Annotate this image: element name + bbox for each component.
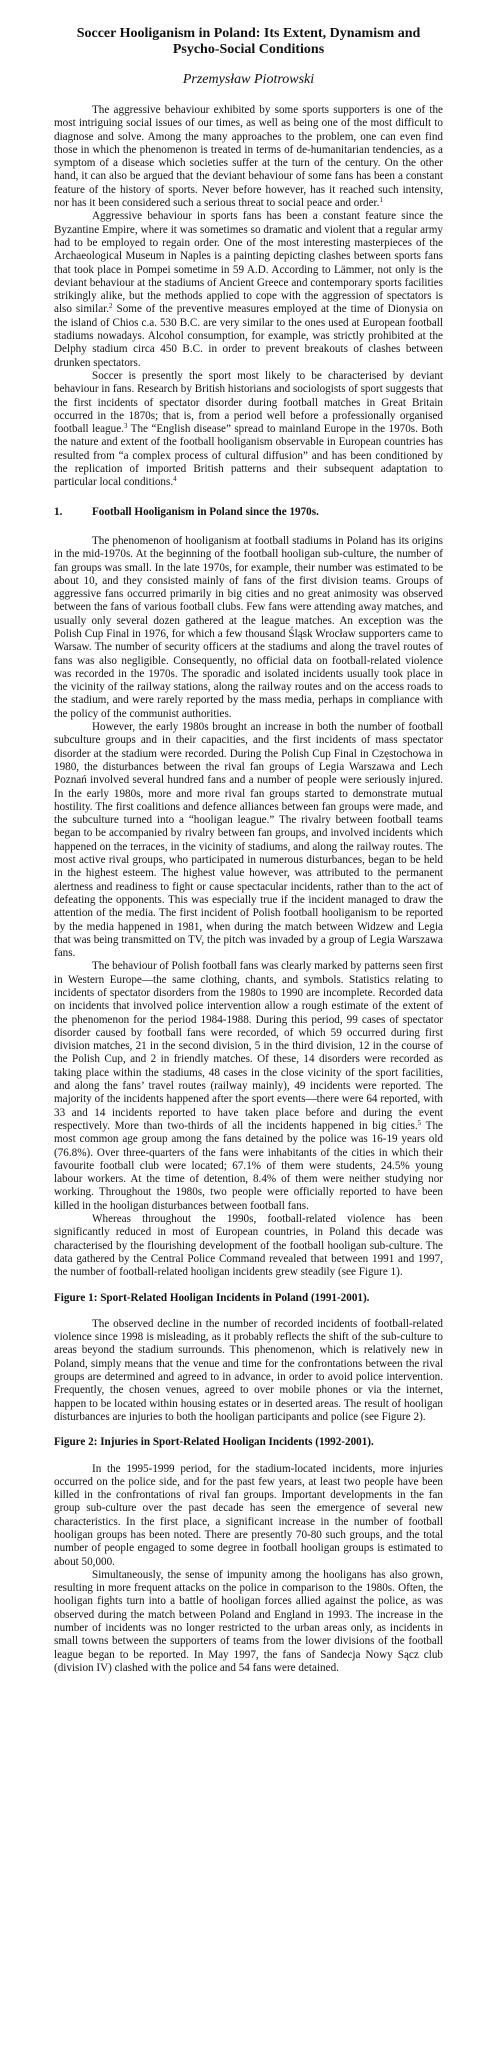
- intro-paragraph-2: Aggressive behaviour in sports fans has been a constant feature since the Byzantine Empire, where it was sometimes so dramatic and violent that a regular army had to be employed to regain order. One of the most interesting masterpieces of the Archaeological Museum in Naples is a painting depicting clashes between sports fans that took place in Pompei sometime in 59 A.D. According to Lämmer, not only is the deviant behaviour at the stadiums of Ancient Greece and contemporary sports facilities strikingly alike, but the methods applied to cope with the aggression of spectators is also similar.$^2$ Some of the preventive measures employed at the time of Dionysia on the island of Chios c.a. 530 B.C. are very similar to the ones used at European football stadiums nowadays. Alcohol consumption, for example, was strictly prohibited at the Delphy stadium circa 450 B.C. in order to prevent breakouts of clashes between drunken spectators.: [54, 210, 444, 369]
- intro-paragraph-1: The aggressive behaviour exhibited by some sports supporters is one of the most intriguing social issues of our times, as well as being one of the most difficult to diagnose and solve. Among the many approaches to the problem, one can even find those in which the phenomenon is treated in terms of de-humanitarian tendencies, as a symptom of a disease which societies suffer at the turn of the century. On the other hand, it can also be argued that the deviant behaviour of some fans has been a constant feature of the history of sports. Never before however, has it reached such intensity, nor has it been considered such a serious threat to social peace and order.$^1$: [54, 104, 443, 210]
- footnote-marker-1[interactable]: 1: [379, 196, 383, 205]
- title-line-2: Psycho-Social Conditions: [172, 42, 325, 57]
- section-paragraph-1: The phenomenon of hooliganism at football stadiums in Poland has its origins in the mid-1970s. At the beginning of the football hooligan sub-culture, the number of fan groups was small. In the late 1970s, for example, their number was estimated to be about 10, and they consisted mainly of fans of the first division teams. Groups of aggressive fans occurred primarily in big cities and no great animosity was observed between the fans of various football clubs. Few fans were attending away matches, and usually only several dozen gathered at the league matches. An exception was the Polish Cup Final in 1976, for which a few thousand Śląsk Wrocław supporters came to Warsaw. The number of security officers at the stadiums and along the travel routes of fans was also negligible. Consequently, no official data on football-related violence was recorded in the 1970s. The sporadic and isolated incidents usually took place in the vicinity of the railway stations, along the railway routes and on the access roads to the stadium, and were rarely reported by the mass media, perhaps in compliance with the policy of the communist authorities.: [54, 534, 443, 720]
- footnote-marker-2[interactable]: 2: [109, 302, 113, 311]
- section-number: 1.: [54, 505, 63, 518]
- after-figure-2-paragraph-1: In the 1995-1999 period, for the stadium-located incidents, more injuries occurred on the police side, and for the past few years, at least two people have been killed in the confrontations of rival fan groups. Important developments in the fan group sub-culture over the past decade has seen the emergence of several new characteristics. In the first place, a significant increase in the number of football hooligan groups has been noted. There are presently 70-80 such groups, and the total number of people engaged to some degree in football hooligan groups is estimated to about 50,000.: [54, 1462, 443, 1568]
- section-paragraph-3: The behaviour of Polish football fans was clearly marked by patterns seen first in Western Europe—the same clothing, chants, and symbols. Statistics relating to incidents of spectator disorders from the 1980s to 1990 are incomplete. Recorded data on incidents that involved police intervention allow a rough estimate of the extent of the phenomenon for the period 1984-1988. During this period, 99 cases of spectator disorder caused by football fans were recorded, of which 59 occurred during first division matches, 21 in the second division, 5 in the third division, 12 in the course of the Polish Cup, and 2 in friendly matches. Of these, 14 disorders were recorded as taking place within the stadiums, 48 cases in the close vicinity of the sport facilities, and along the fans’ travel routes (railway mainly), 49 incidents were reported. The majority of the incidents happened after the sport events—there were 64 reported, with 33 and 14 incidents reported to have taken place before and during the event respectively. More than two-thirds of all the incidents happened in big cities.$^5$ The most common age group among the fans detained by the police was 16-19 years old (76.8%). Over three-quarters of the fans were inhabitants of the cities in which their favourite football club were located; 67.1% of them were students, 24.5% young labour workers. At the time of detention, 8.4% of them were neither studying nor working. Throughout the 1980s, two people were officially reported to have been killed in the hooligan disturbances between football fans.: [54, 960, 443, 1212]
- section-paragraph-4: Whereas throughout the 1990s, football-related violence has been significantly reduced in most of European countries, in Poland this decade was characterised by the flourishing development of the football hooligan sub-culture. The data gathered by the Central Police Command revealed that between 1991 and 1997, the number of football-related hooligan incidents grew steadily (see Figure 1).: [54, 1213, 443, 1279]
- paper-title: [54, 26, 443, 58]
- author-name: Przemysław Piotrowski: [182, 72, 315, 87]
- footnote-marker-4[interactable]: 4: [173, 475, 177, 484]
- after-figure-1-paragraph: The observed decline in the number of recorded incidents of football-related violence since 1998 is misleading, as it probably reflects the shift of the sub-culture to areas beyond the stadium surrounds. This phenomenon, which is relatively new in Poland, simply means that the venue and time for the confrontations between the rival groups are determined and agreed to in advance, in order to avoid police intervention. Frequently, the chosen venues, agreed to over mobile phones or via the internet, happen to be located within housing estates or in deserted areas. The result of hooligan disturbances are injuries to both the hooligan participants and police (see Figure 2).: [54, 1317, 443, 1423]
- footnote-marker-5[interactable]: 5: [417, 1118, 422, 1127]
- figure-1-caption: Figure 1: Sport-Related Hooligan Incidents in Poland (1991-2001).: [54, 1291, 370, 1304]
- section-title: Football Hooliganism in Poland since the 1970s.: [92, 505, 319, 518]
- section-paragraph-2: However, the early 1980s brought an increase in both the number of football subculture groups and in their capacities, and the first incidents of mass spectator disorder at the stadium were recorded. During the Polish Cup Final in Częstochowa in 1980, the disturbances between the rival fan groups of Legia Warszawa and Lech Poznań involved several hundred fans and a number of people were seriously injured. In the early 1980s, more and more rival fan groups started to demonstrate mutual hostility. The first coalitions and defence alliances between fan groups were made, and the subculture turned into a “hooligan league.” The rivalry between football teams began to be accompanied by rivalry between fan groups, and involved incidents which happened on the terraces, in the vicinity of stadiums, and along the railway routes. The most active rival groups, who participated in numerous disturbances, began to be held in the highest esteem. The highest value however, was attributed to the permanent alertness and readiness to fight or cause spectacular incidents, rather than to the act of defeating the opponents. This was especially true if the incident managed to draw the attention of the media. The first incident of Polish football hooliganism to be reported by the media happened in 1981, when during the match between Widzew and Legia that was being transmitted on TV, the pitch was invaded by a group of Legia Warszawa fans.: [54, 721, 443, 960]
- intro-paragraph-3: Soccer is presently the sport most likely to be characterised by deviant behaviour in fans. Research by British historians and sociologists of sport suggests that the first incidents of spectator disorder during football matches in Great Britain occurred in the 1870s; that is, from a period well before a professionally organised football league.$^3$ The “English disease” spread to mainland Europe in the 1970s. Both the nature and extent of the football hooliganism observable in European countries has resulted from “a complex process of cultural diffusion” and has been conditioned by the replication of imported British patterns and their subsequent adaptation to particular local conditions.$^4$: [54, 369, 443, 489]
- section-heading: [54, 506, 443, 519]
- title-line-1: Soccer Hooliganism in Poland: Its Extent, Dynamism and: [76, 26, 421, 41]
- after-figure-2-paragraph-2: Simultaneously, the sense of impunity among the hooligans has also grown, resulting in more frequent attacks on the police in comparison to the 1980s. Often, the hooligan fights turn into a battle of hooligan forces allied against the police, as was observed during the match between Poland and England in 1993. The increase in the number of incidents was no longer restricted to the urban areas only, as incidents in small towns between the supporters of teams from the lower divisions of the football league began to be reported. In May 1997, the fans of Sandecja Nowy Sącz club (division IV) clashed with the police and 54 fans were detained.: [54, 1568, 443, 1674]
- figure-2-caption: Figure 2: Injuries in Sport-Related Hooligan Incidents (1992-2001).: [54, 1436, 374, 1449]
- footnote-marker-3[interactable]: 3: [123, 422, 128, 431]
